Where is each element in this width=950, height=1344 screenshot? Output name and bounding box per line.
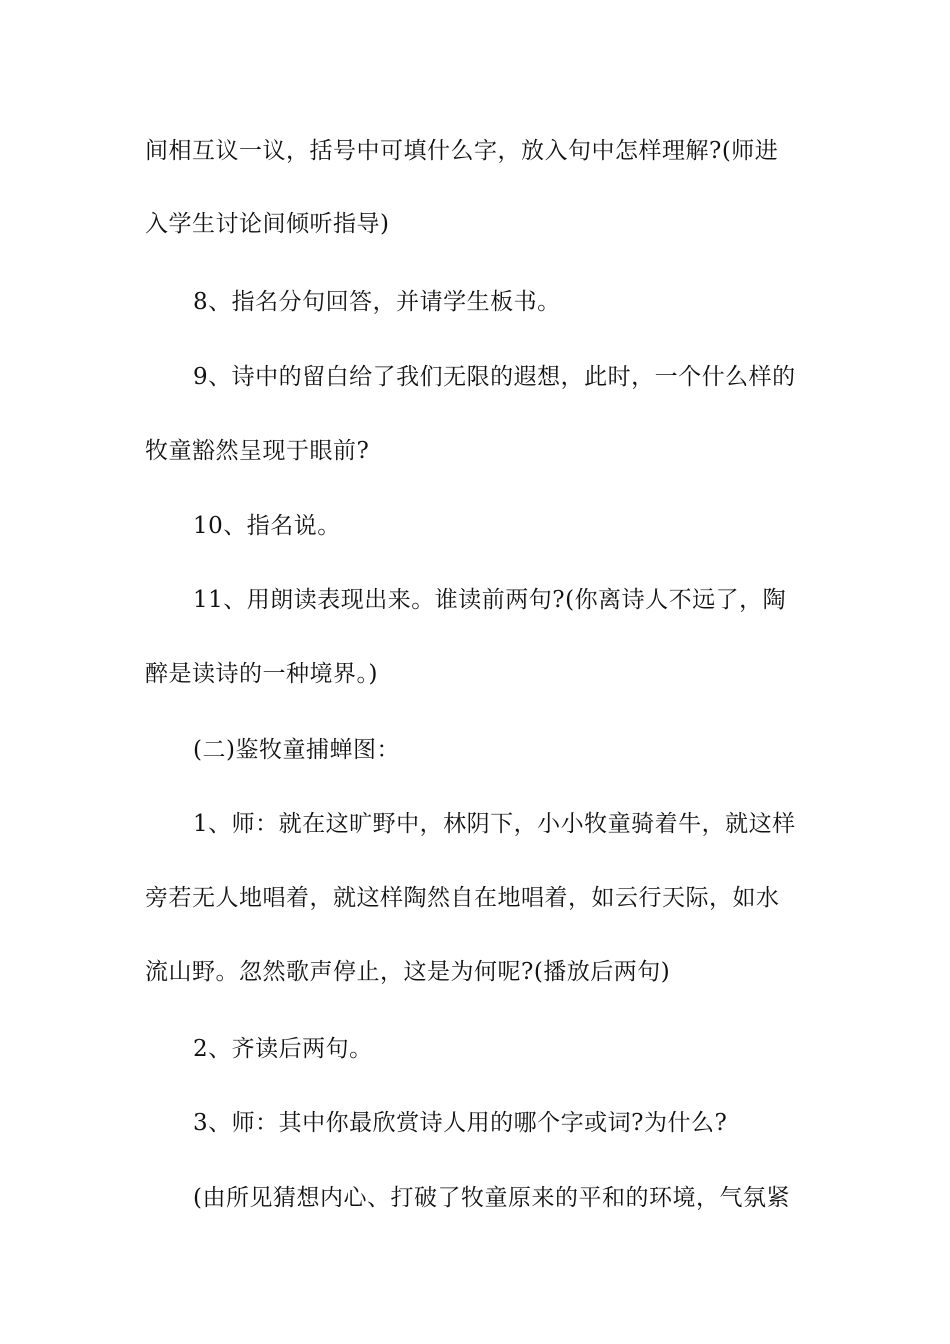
text-line-13: 2、齐读后两句。 <box>193 1036 373 1062</box>
text-line-14: 3、师：其中你最欣赏诗人用的哪个字或词?为什么? <box>193 1110 728 1136</box>
text-line-8: 醉是读诗的一种境界。) <box>145 661 378 687</box>
text-line-1: 间相互议一议，括号中可填什么字，放入句中怎样理解?(师进 <box>145 138 779 164</box>
text-line-3: 8、指名分句回答，并请学生板书。 <box>193 289 561 315</box>
text-line-12: 流山野。忽然歌声停止，这是为何呢?(播放后两句) <box>145 959 671 985</box>
text-line-6: 10、指名说。 <box>193 513 341 539</box>
text-line-15: (由所见猜想内心、打破了牧童原来的平和的环境，气氛紧 <box>193 1185 790 1211</box>
text-line-10: 1、师：就在这旷野中，林阴下，小小牧童骑着牛，就这样 <box>193 811 796 837</box>
text-line-4: 9、诗中的留白给了我们无限的遐想，此时，一个什么样的 <box>193 364 796 390</box>
text-line-5: 牧童豁然呈现于眼前? <box>145 438 370 464</box>
text-line-7: 11、用朗读表现出来。谁读前两句?(你离诗人不远了，陶 <box>193 587 787 613</box>
text-line-2: 入学生讨论间倾听指导) <box>145 211 390 237</box>
text-line-11: 旁若无人地唱着，就这样陶然自在地唱着，如云行天际，如水 <box>145 885 780 911</box>
text-line-9: (二)鉴牧童捕蝉图： <box>193 737 400 763</box>
